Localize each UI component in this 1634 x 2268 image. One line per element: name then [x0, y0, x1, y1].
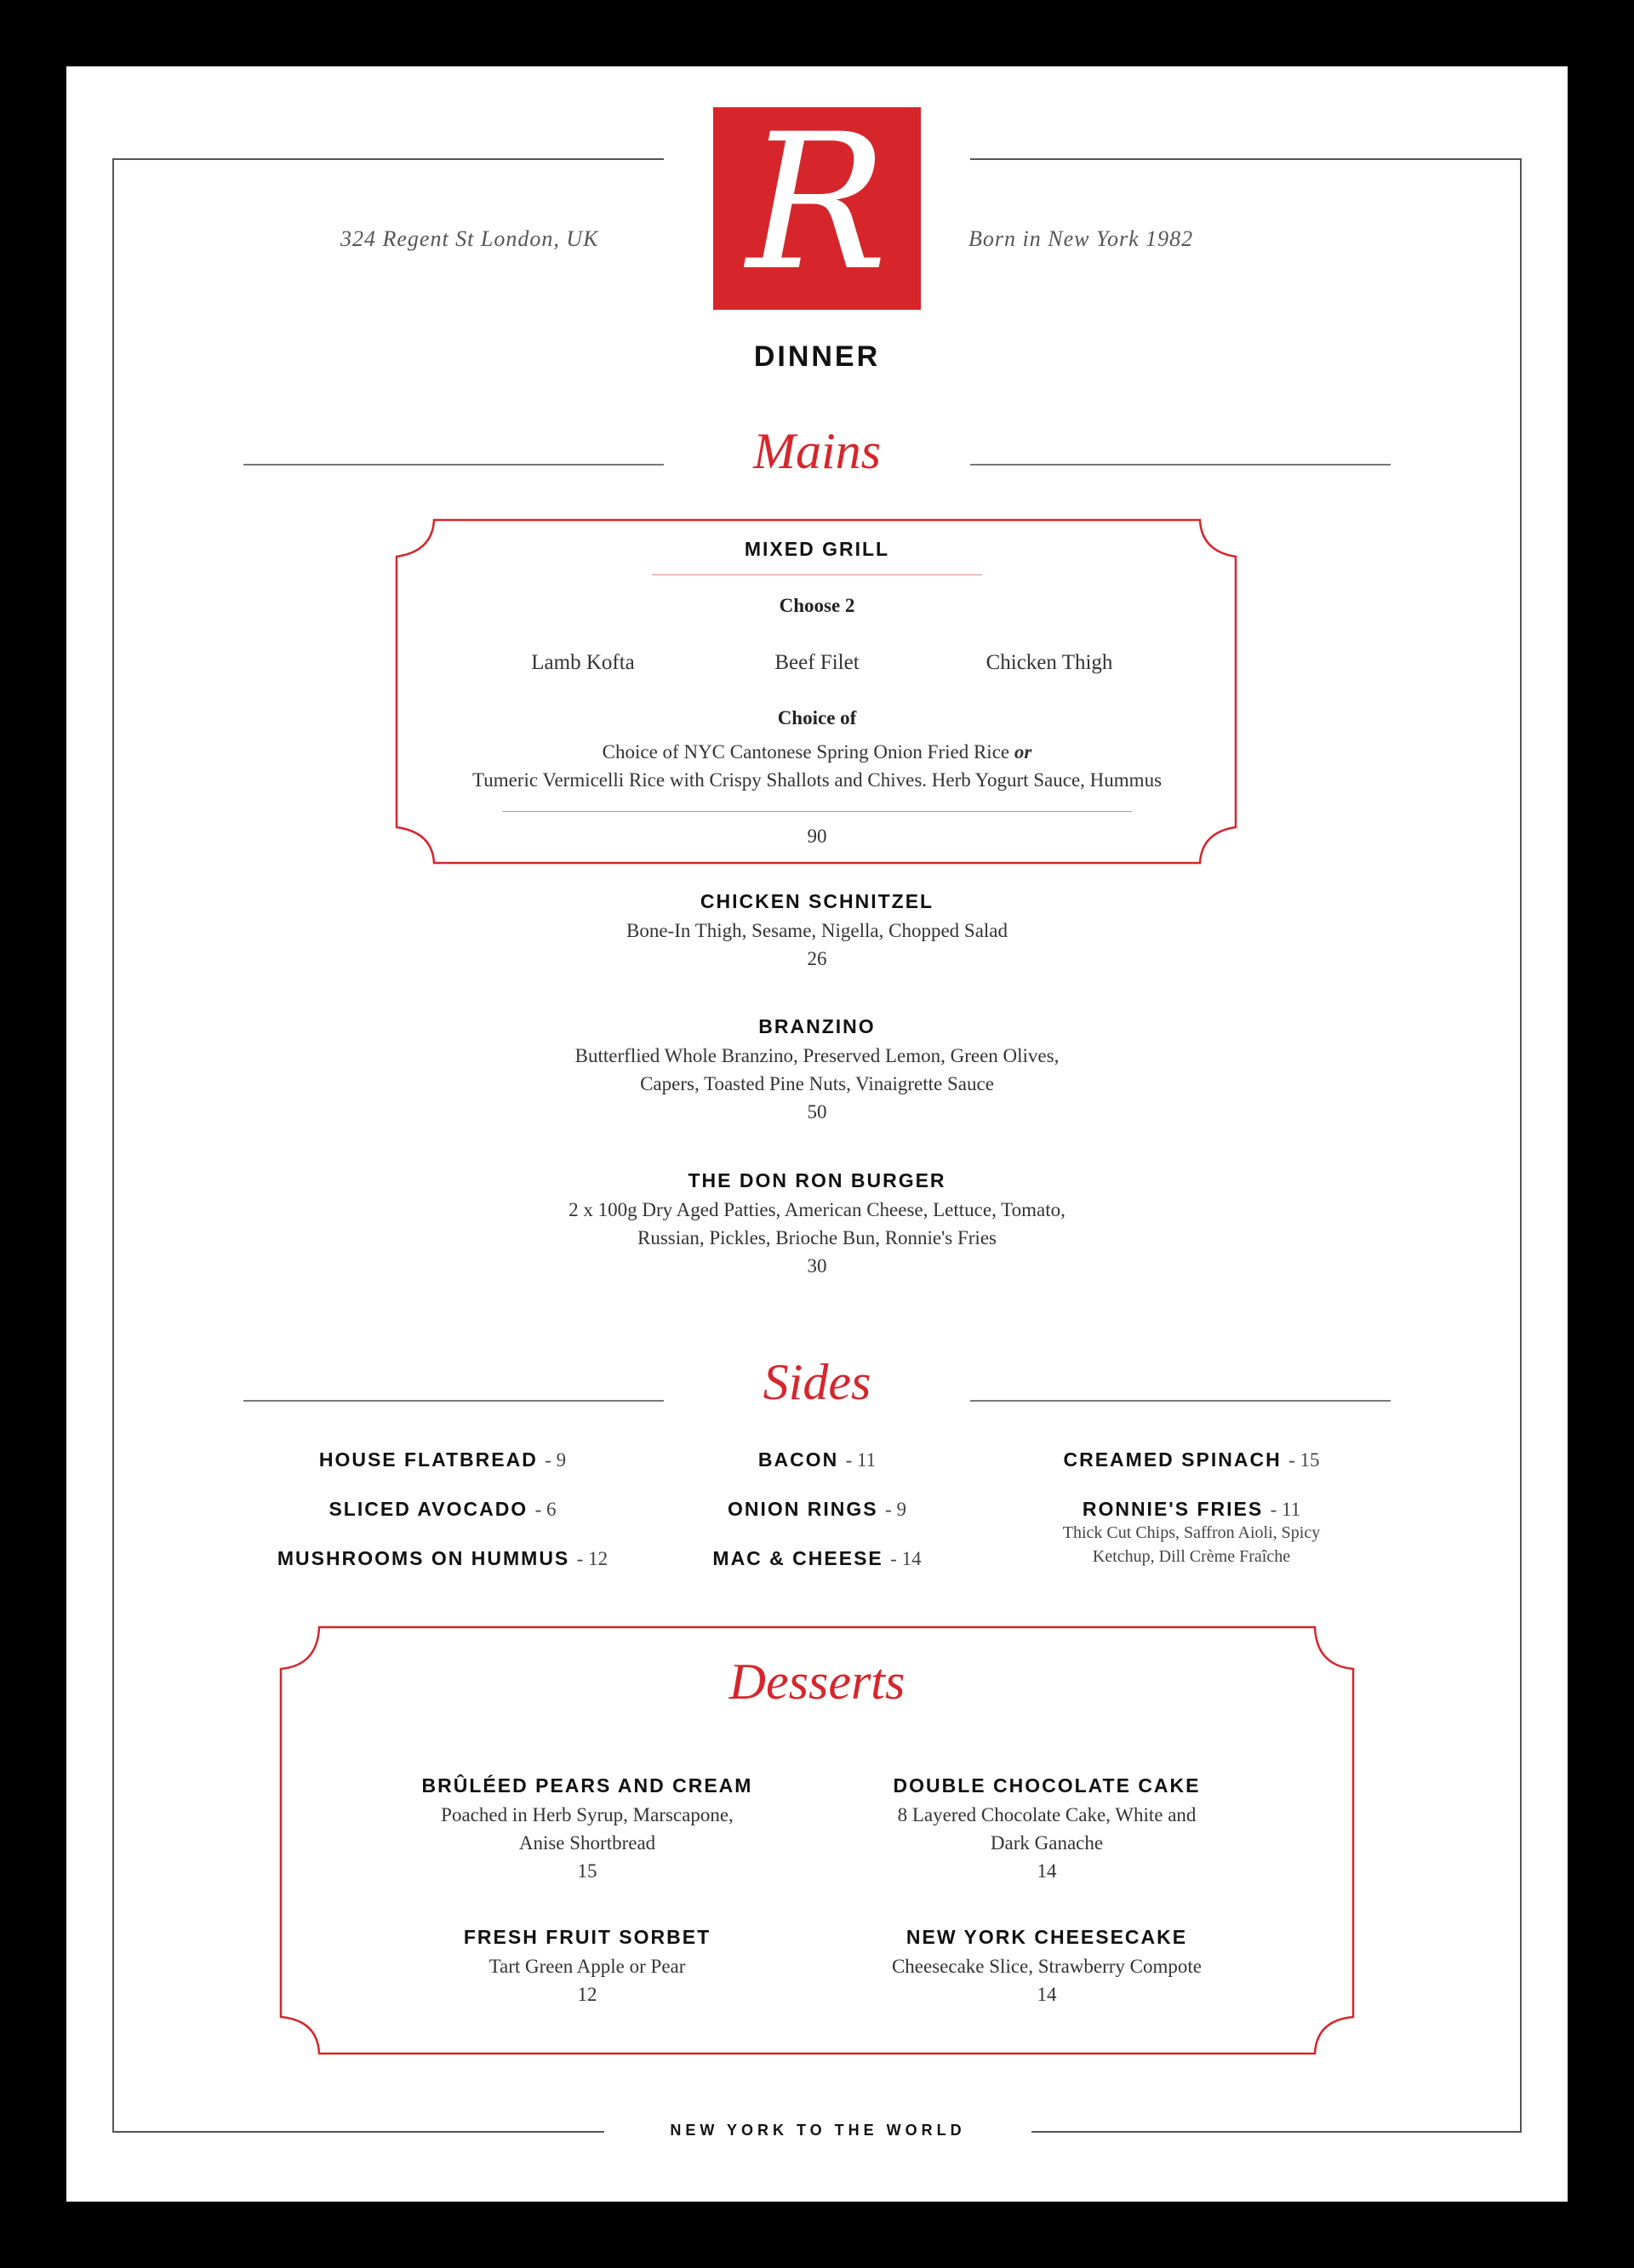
choice-line-1-text: Choice of NYC Cantonese Spring Onion Fried Rice — [602, 741, 1010, 763]
sides-rule-left — [243, 1400, 664, 1402]
mains-title: Mains — [753, 423, 881, 479]
dessert-item — [374, 1774, 800, 1882]
option-beef-filet: Beef Filet — [774, 651, 860, 674]
tagline: Born in New York 1982 — [968, 226, 1194, 251]
logo — [713, 94, 921, 311]
mains-rule-right — [970, 464, 1391, 466]
side-item: BACON - 11 — [757, 1448, 877, 1471]
item-price: 30 — [807, 1255, 827, 1277]
frame-left — [112, 158, 114, 2133]
desserts-title: Desserts — [728, 1654, 906, 1710]
dessert-item — [834, 1774, 1260, 1882]
choice-line-2: Tumeric Vermicelli Rice with Crispy Shallots and Chives. Herb Yogurt Sauce, Hummus — [471, 769, 1163, 791]
choice-or: or — [1014, 741, 1032, 763]
side-item: SLICED AVOCADO - 6 — [329, 1498, 557, 1520]
side-item: HOUSE FLATBREAD - 9 — [318, 1448, 567, 1471]
side-item: ONION RINGS - 9 — [728, 1498, 906, 1520]
item-name: CHICKEN SCHNITZEL — [700, 890, 934, 912]
item-price: 14 — [1037, 1860, 1057, 1882]
sides-title: Sides — [763, 1354, 871, 1410]
frame-top-right — [970, 158, 1522, 160]
frame-bottom-left — [112, 2131, 604, 2133]
address: 324 Regent St London, UK — [340, 226, 599, 251]
logo-letter: R — [746, 94, 888, 311]
frame-top-left — [112, 158, 664, 160]
footer-slogan: NEW YORK TO THE WORLD — [670, 2122, 966, 2139]
item-desc: Tart Green Apple or Pear — [488, 1956, 686, 1977]
mains-rule-left — [243, 464, 664, 466]
item-price: 14 — [1037, 1984, 1057, 2005]
dessert-item — [834, 1926, 1260, 2006]
item-name: BRÛLÉED PEARS AND CREAM — [421, 1774, 753, 1797]
item-price: 26 — [807, 948, 827, 969]
item-desc: 8 Layered Chocolate Cake, White and Dark Ganache — [897, 1804, 1197, 1854]
side-item: MAC & CHEESE - 14 — [712, 1547, 922, 1569]
main-item — [477, 1015, 1157, 1123]
item-name: DOUBLE CHOCOLATE CAKE — [893, 1774, 1201, 1797]
main-item — [477, 890, 1157, 970]
item-price: 12 — [577, 1984, 597, 2005]
item-name: FRESH FRUIT SORBET — [463, 1926, 711, 1948]
main-item — [477, 1169, 1157, 1277]
item-desc: Cheesecake Slice, Strawberry Compote — [891, 1956, 1203, 1977]
item-name: THE DON RON BURGER — [688, 1169, 946, 1191]
side-item: MUSHROOMS ON HUMMUS - 12 — [277, 1547, 608, 1569]
choice-label: Choice of — [777, 707, 857, 728]
sides-rule-right — [970, 1400, 1391, 1402]
option-lamb-kofta: Lamb Kofta — [531, 651, 635, 674]
frame-right — [1520, 158, 1522, 2133]
mixed-grill-divider-bottom — [502, 811, 1132, 812]
choice-line-1 — [391, 741, 1243, 763]
meal-title: DINNER — [753, 340, 881, 373]
frame-bottom-right — [1031, 2131, 1522, 2133]
item-desc: 2 x 100g Dry Aged Patties, American Cheese, Lettuce, Tomato, Russian, Pickles, Brioche Bun, Ronnie's Fries — [568, 1199, 1066, 1248]
dessert-item — [374, 1926, 800, 2006]
mixed-grill-divider-top — [652, 574, 982, 575]
side-item: RONNIE'S FRIES - 11 Thick Cut Chips, Saffron Aioli, Spicy Ketchup, Dill Crème Fraîche — [979, 1498, 1404, 1568]
item-desc: Bone-In Thigh, Sesame, Nigella, Chopped Salad — [626, 920, 1008, 941]
item-price: 50 — [807, 1101, 827, 1123]
item-price: 15 — [577, 1860, 597, 1882]
item-desc: Butterflied Whole Branzino, Preserved Lemon, Green Olives, Capers, Toasted Pine Nuts, Vinaigrette Sauce — [574, 1045, 1060, 1094]
item-desc: Poached in Herb Syrup, Marscapone, Anise Shortbread — [441, 1804, 734, 1854]
side-item: CREAMED SPINACH - 15 — [1063, 1448, 1320, 1471]
option-chicken-thigh: Chicken Thigh — [986, 651, 1113, 674]
choose-label: Choose 2 — [779, 595, 855, 616]
menu-sheet — [66, 66, 1568, 2202]
side-desc: Thick Cut Chips, Saffron Aioli, Spicy Ketchup, Dill Crème Fraîche — [1062, 1523, 1321, 1566]
mixed-grill-name: MIXED GRILL — [744, 538, 890, 560]
item-name: BRANZINO — [758, 1015, 876, 1037]
item-name: NEW YORK CHEESECAKE — [906, 1926, 1188, 1948]
mixed-grill-price: 90 — [807, 826, 827, 847]
